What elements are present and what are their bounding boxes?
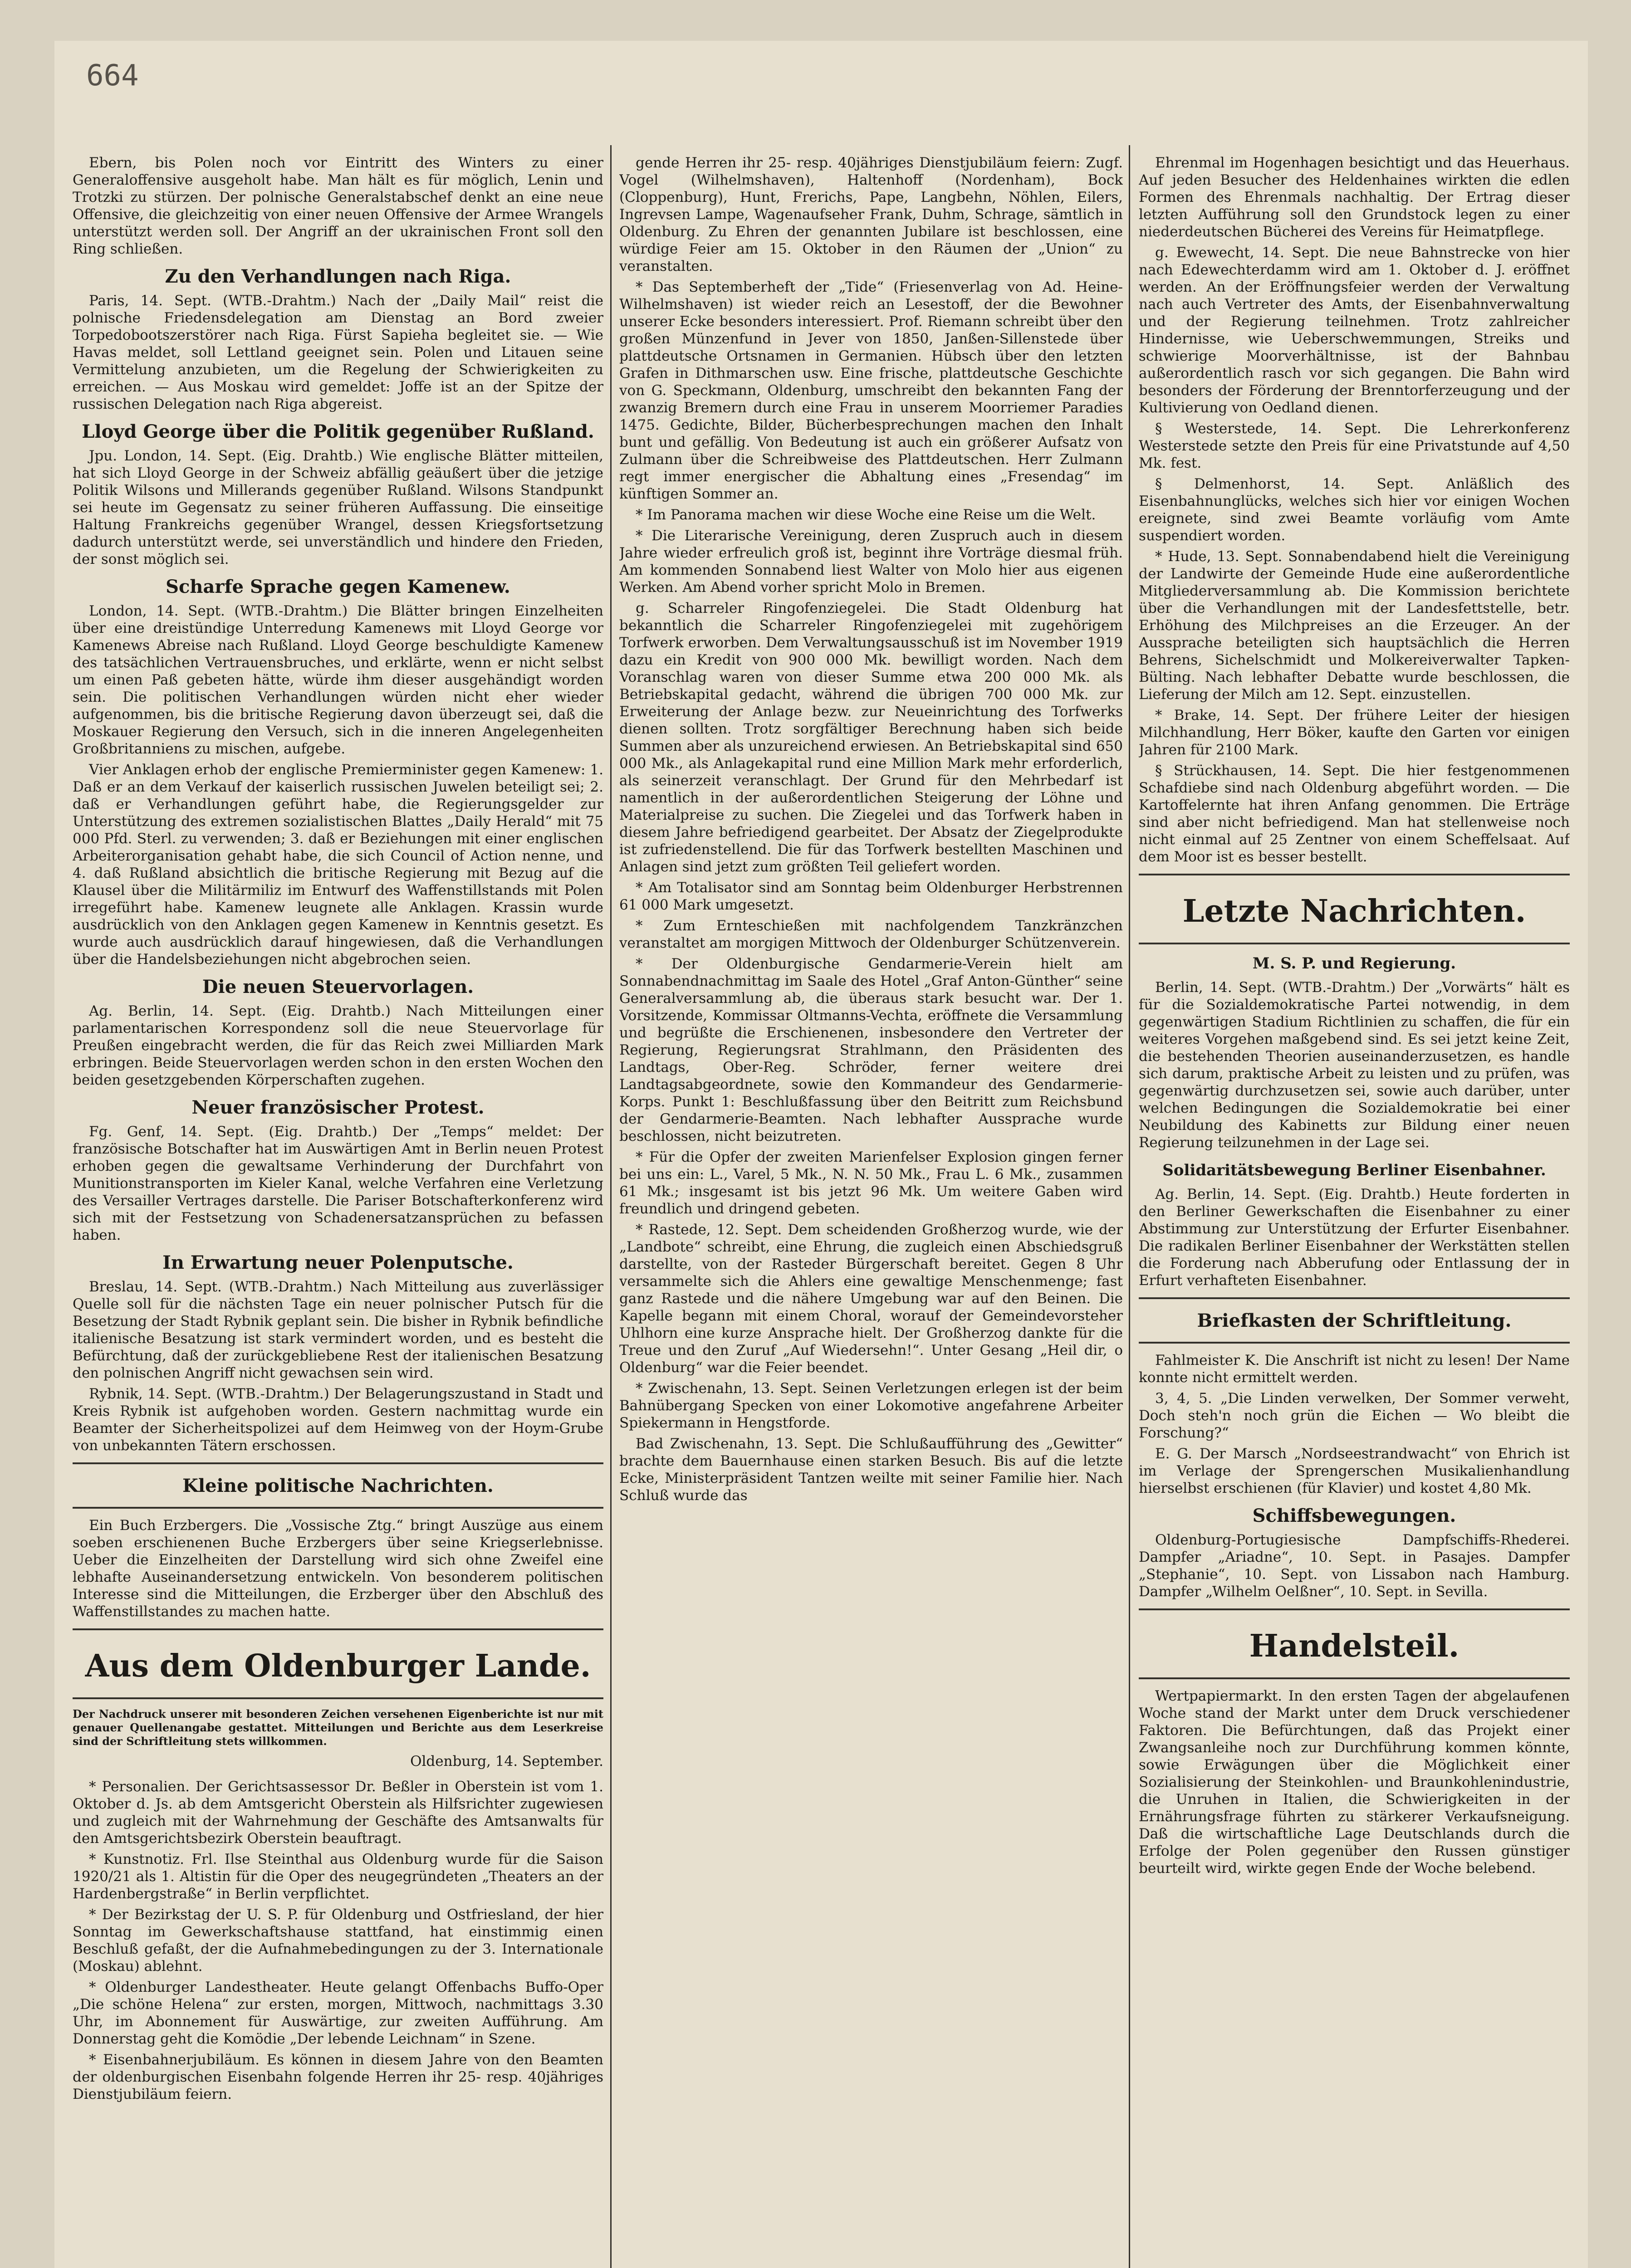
article-kamenew bbox=[73, 602, 603, 968]
paragraph: * Hude, 13. Sept. Sonnabendabend hielt die Vereinigung der Landwirte der Gemeinde Hude eine außerordentliche Mitgliederversammlung ab. Die Kommission berichtete über die Verhandlungen mit der Landesfettstelle, betr. Erhöhung des Milchpreises an die Erzeuger. An der Aussprache beteiligten sich hauptsächlich die Herren Behrens, Sichelschmidt und Molkereiverwalter Tapken-Bülting. Nach lebhafter Debatte wurde beschlossen, die Lieferung der Milch am 12. Sept. einzustellen. bbox=[1139, 548, 1570, 703]
paragraph: * Der Bezirkstag der U. S. P. für Oldenburg und Ostfriesland, der hier Sonntag im Gewerkschaftshause stattfand, hat einstimmig einen Beschluß gefaßt, der die Aufnahmebedingungen zu der 3. Internationale (Moskau) ablehnt. bbox=[73, 1906, 603, 1975]
paragraph: * Der Oldenburgische Gendarmerie-Verein hielt am Sonnabendnachmittag im Saale des Hotel „Graf Anton-Günther“ seine Generalversammlung ab, die überaus stark besucht war. Der 1. Vorsitzende, Kommissar Oltmanns-Vechta, eröffnete die Versammlung und begrüßte die Erschienenen, insbesondere den Vertreter der Regierung, Regierungsrat Strahlmann, den Präsidenten des Landtags, Ober-Reg. Schröder, ferner weitere drei Landtagsabgeordnete, sowie den Kommandeur des Gendarmerie-Korps. Punkt 1: Beschlußfassung über den Beitritt zum Reichsbund der Gendarmerie-Beamten. Nach lebhafter Aussprache wurde beschlossen, nicht beizutreten. bbox=[619, 956, 1123, 1144]
paragraph: Vier Anklagen erhob der englische Premierminister gegen Kamenew: 1. Daß er an dem Verkauf der kaiserlich russischen Juwelen beteiligt sei; 2. daß er Verhandlungen geführt habe, die Regierungsgelder zur Unterstützung des extremen sozialistischen Blattes „Daily Herald“ mit 75 000 Pfd. Sterl. zu verwenden; 3. daß er Beziehungen mit einer englischen Arbeiterorganisation gehabt habe, die sich Council of Action nenne, und 4. daß Rußland absichtlich die britische Regierung mit Bezug auf die Klausel über die Militärmiliz im Entwurf des Waffenstillstands mit Polen irregeführt habe. Kamenew leugnete alle Anklagen. Krassin wurde ausdrücklich von den Anklagen gegen Kamenew in Kenntnis gesetzt. Es wurde auch ausdrücklich darauf hingewiesen, daß die Verhandlungen über die Handelsbeziehungen nicht abgebrochen seien. bbox=[73, 762, 603, 968]
paragraph: London, 14. Sept. (WTB.-Drahtm.) Die Blätter bringen Einzelheiten über eine dreistündige Unterredung Kamenews mit Lloyd George vor Kamenews Abreise nach Rußland. Lloyd George beschuldigte Kamenew des tatsächlichen Vertrauensbruches, und erklärte, wenn er nicht selbst um einen Paß gebeten hätte, würde ihm dieser ausgehändigt worden sein. Die politischen Verhandlungen würden nicht eher wieder aufgenommen, bis die britische Regierung davon überzeugt sei, daß die Moskauer Regierung den Versuch, sich in die inneren Angelegenheiten Großbritanniens zu mischen, aufgebe. bbox=[73, 603, 603, 757]
headline-steuervorlagen: Die neuen Steuervorlagen. bbox=[202, 976, 474, 997]
paragraph: gende Herren ihr 25- resp. 40jähriges Dienstjubiläum feiern: Zugf. Vogel (Wilhelmshaven), Haltenhoff (Nordenham), Bock (Cloppenburg), Hunt, Frerichs, Pape, Langbehn, Nöhlen, Eilers, Ingrevsen Lampe, Wagenaufseher Frank, Duhm, Schrage, sämtlich in Oldenburg. Zu Ehren der genannten Jubilare ist beschlossen, eine würdige Feier am 15. Oktober in den Räumen der „Union“ zu veranstalten. bbox=[619, 155, 1123, 274]
headline-eisenbahner: Solidaritätsbewegung Berliner Eisenbahner. bbox=[1162, 1161, 1546, 1179]
local-news-continued bbox=[1139, 154, 1570, 865]
headline-protest: Neuer französischer Protest. bbox=[191, 1097, 485, 1118]
article-kleine-nachrichten bbox=[73, 1517, 603, 1620]
article-msp bbox=[1139, 979, 1570, 1151]
headline-polenputsche: In Erwartung neuer Polenputsche. bbox=[162, 1252, 514, 1273]
headline-msp: M. S. P. und Regierung. bbox=[1252, 954, 1456, 973]
headline-kamenew: Scharfe Sprache gegen Kamenew. bbox=[166, 576, 510, 597]
headline-briefkasten: Briefkasten der Schriftleitung. bbox=[1197, 1310, 1512, 1331]
paragraph: * Die Literarische Vereinigung, deren Zuspruch auch in diesem Jahre wieder erfreulich groß ist, beginnt ihre Vorträge diesmal früh. Am kommenden Sonnabend liest Walter von Molo hier aus eigenen Werken. Am Abend vorher spricht Molo in Bremen. bbox=[619, 528, 1123, 596]
paragraph: Oldenburg-Portugiesische Dampfschiffs-Rhederei. Dampfer „Ariadne“, 10. Sept. in Pasajes. Dampfer „Stephanie“, 10. Sept. von Lissabon nach Hamburg. Dampfer „Wilhelm Oelßner“, 10. Sept. in Sevilla. bbox=[1139, 1532, 1570, 1600]
paragraph: Ag. Berlin, 14. Sept. (Eig. Drahtb.) Nach Mitteilungen einer parlamentarischen Korrespondenz soll die neue Steuervorlage für Preußen eingebracht werden, die für das Reich zwei Milliarden Mark erbringen. Beide Steuervorlagen werden schon in den ersten Wochen den beiden gesetzgebenden Körperschaften zugehen. bbox=[73, 1003, 603, 1088]
paragraph: Ehrenmal im Hogenhagen besichtigt und das Heuerhaus. Auf jeden Besucher des Heldenhaines wirkten die edlen Formen des Ehrenmals nachhaltig. Der Ertrag dieser letzten Aufführung soll den Grundstock legen zu einer niederdeutschen Bücherei des Vereins für Heimatpflege. bbox=[1139, 155, 1570, 240]
paragraph: E. G. Der Marsch „Nordseestrandwacht“ von Ehrich ist im Verlage der Sprengerschen Musikalienhandlung hierselbst erschienen (für Klavier) und kostet 4,80 Mk. bbox=[1139, 1446, 1570, 1496]
page-number: 664 bbox=[86, 59, 139, 93]
paragraph: Ag. Berlin, 14. Sept. (Eig. Drahtb.) Heute forderten in den Berliner Gewerkschaften die Eisenbahner zu einer Abstimmung zur Unterstützung der Erfurter Eisenbahner. Die radikalen Berliner Eisenbahner der Werkstätten stellen die Forderung nach Abberufung oder Entlassung der in Erfurt verhafteten Eisenbahner. bbox=[1139, 1186, 1570, 1289]
paragraph: Ein Buch Erzbergers. Die „Vossische Ztg.“ bringt Auszüge aus einem soeben erschienenen Buche Erzbergers über seine Kriegserlebnisse. Ueber die Einzelheiten der Darstellung wird sich ohne Zweifel eine lebhafte Auseinandersetzung entwickeln. Von besonderem politischen Interesse sind die Mitteilungen, die Erzberger über den Abschluß des Waffenstillstandes zu machen hatte. bbox=[73, 1517, 603, 1620]
column-1 bbox=[73, 154, 603, 2268]
article-schiffsbewegungen bbox=[1139, 1531, 1570, 1600]
paragraph: Bad Zwischenahn, 13. Sept. Die Schlußaufführung des „Gewitter“ brachte dem Bauernhause einen starken Besuch. Bis auf die letzte Ecke, Ministerpräsident Tantzen weilte mit seiner Familie hier. Nach Schluß wurde das bbox=[619, 1436, 1123, 1504]
paragraph: § Westerstede, 14. Sept. Die Lehrerkonferenz Westerstede setzte den Preis für eine Privatstunde auf 4,50 Mk. fest. bbox=[1139, 420, 1570, 471]
column-2 bbox=[619, 154, 1123, 2268]
paragraph: * Für die Opfer der zweiten Marienfelser Explosion gingen ferner bei uns ein: L., Varel, 5 Mk., N. N. 50 Mk., Frau L. 6 Mk., zusammen 61 Mk.; insgesamt ist bis jetzt 96 Mk. Um weitere Gaben wird freundlich und dringend gebeten. bbox=[619, 1149, 1123, 1217]
section-title-handelsteil: Handelsteil. bbox=[1249, 1628, 1460, 1664]
lead-article bbox=[73, 154, 603, 258]
article-riga bbox=[73, 292, 603, 413]
paragraph: Berlin, 14. Sept. (WTB.-Drahtm.) Der „Vorwärts“ hält es für die Sozialdemokratische Partei notwendig, in dem gegenwärtigen Stadium Richtlinien zu schaffen, die für ein weiteres Vorgehen maßgebend sind. Es sei jetzt keine Zeit, die bestehenden Theorien auseinanderzusetzen, es handle sich darum, praktische Arbeit zu leisten und zu prüfen, was gegenwärtig durchzusetzen sei, sowie auch darüber, unter welchen Bedingungen die Sozialdemokratie bei einer Neubildung des Kabinetts zur Bildung einer neuen Regierung teilzunehmen in der Lage sei. bbox=[1139, 979, 1570, 1151]
dateline: Oldenburg, 14. September. bbox=[410, 1753, 603, 1769]
article-lloyd-george bbox=[73, 447, 603, 568]
paragraph: * Brake, 14. Sept. Der frühere Leiter der hiesigen Milchhandlung, Herr Böker, kaufte den Garten vor einigen Jahren für 2100 Mark. bbox=[1139, 707, 1570, 758]
column-rule bbox=[610, 145, 612, 2268]
paragraph: Rybnik, 14. Sept. (WTB.-Drahtm.) Der Belagerungszustand in Stadt und Kreis Rybnik ist aufgehoben worden. Gestern nachmittag wurde ein Beamter der Sicherheitspolizei auf dem Heimweg von der Hoym-Grube von unbekannten Tätern erschossen. bbox=[73, 1386, 603, 1454]
article-eisenbahner bbox=[1139, 1186, 1570, 1289]
paragraph: g. Scharreler Ringofenziegelei. Die Stadt Oldenburg hat bekanntlich die Scharreler Ringofenziegelei mit zugehörigem Torfwerk erworben. Dem Verwaltungsausschuß ist im November 1919 dazu ein Kredit von 900 000 Mk. bewilligt worden. Nach dem Voranschlag waren von dieser Summe etwa 200 000 Mk. als Betriebskapital gedacht, während die übrigen 700 000 Mk. zur Erweiterung der Anlage bezw. zur Neueinrichtung des Torfwerks dienen sollten. Trotz sorgfältiger Berechnung haben sich beide Summen aber als unzureichend erwiesen. An Betriebskapital sind 650 000 Mk., als Anlagekapital rund eine Million Mark mehr erforderlich, als seinerzeit veranschlagt. Der Grund für den Mehrbedarf ist namentlich in der außerordentlichen Steigerung der Löhne und Materialpreise zu suchen. Die Ziegelei und das Torfwerk haben in diesem Jahre befriedigend gearbeitet. Der Absatz der Ziegelprodukte ist zufriedenstellend. Die für das Torfwerk bestellten Maschinen und Anlagen sind jetzt zum größten Teil geliefert worden. bbox=[619, 600, 1123, 875]
column-3 bbox=[1139, 154, 1570, 2268]
paragraph: Jpu. London, 14. Sept. (Eig. Drahtb.) Wie englische Blätter mitteilen, hat sich Lloyd George in der Schweiz abfällig geäußert über die jetzige Politik Wilsons und Millerands gegenüber Rußland. Wilsons Standpunkt sei heute im Gegensatz zu seiner früheren Auffassung. Die einseitige Haltung Frankreichs gegenüber Wrangel, dessen Kriegsfortsetzung dadurch unterstützt werde, sei unverständlich und hindere den Frieden, der sonst möglich sei. bbox=[73, 448, 603, 567]
article-briefkasten bbox=[1139, 1352, 1570, 1497]
paragraph: Wertpapiermarkt. In den ersten Tagen der abgelaufenen Woche stand der Markt unter dem Druck verschiedener Faktoren. Die Befürchtungen, daß das Projekt einer Zwangsanleihe noch zur Durchführung kommen könnte, sowie Erwägungen über die Möglichkeit einer Sozialisierung der Steinkohlen- und Braunkohlenindustrie, die Unruhen in Italien, die Schwierigkeiten in der Ernährungsfrage führten zu stärkerer Verkaufsneigung. Daß die wirtschaftliche Lage Deutschlands durch die Erfolge der Polen gegenüber den Russen günstiger beurteilt wird, wirkte gegen Ende der Woche belebend. bbox=[1139, 1688, 1570, 1877]
column-rule bbox=[1129, 145, 1130, 2268]
paragraph: § Strückhausen, 14. Sept. Die hier festgenommenen Schafdiebe sind nach Oldenburg abgeführt worden. — Die Kartoffelernte hat ihren Anfang genommen. Die Erträge sind aber nicht befriedigend. Man hat stellenweise noch nicht einmal auf 25 Zentner von einem Scheffelsaat. Auf dem Moor ist es besser bestellt. bbox=[1139, 763, 1570, 865]
headline-lloyd-george: Lloyd George über die Politik gegenüber Rußland. bbox=[82, 421, 594, 442]
paragraph: Ebern, bis Polen noch vor Eintritt des Winters zu einer Generaloffensive ausgeholt habe. Man hält es für möglich, Lenin und Trotzki zu stürzen. Der polnische Generalstabschef denkt an eine neue Offensive, die gleichzeitig von einer neuen Offensive der Armee Wrangels unterstützt werden soll. Der Angriff an der ukrainischen Front soll den Ring schließen. bbox=[73, 155, 603, 257]
reprint-notice: Der Nachdruck unserer mit besonderen Zeichen versehenen Eigenberichte ist nur mit genauer Quellenangabe gestattet. Mitteilungen und Berichte aus dem Leserkreise sind der Schriftleitung stets willkommen. bbox=[73, 1707, 603, 1748]
section-title-oldenburger-lande: Aus dem Oldenburger Lande. bbox=[85, 1648, 591, 1684]
paragraph: § Delmenhorst, 14. Sept. Anläßlich des Eisenbahnunglücks, welches sich hier vor einigen Wochen ereignete, sind zwei Beamte vorläufig vom Amte suspendiert worden. bbox=[1139, 476, 1570, 544]
paragraph: Breslau, 14. Sept. (WTB.-Drahtm.) Nach Mitteilung aus zuverlässiger Quelle soll für die nächsten Tage ein neuer polnischer Putsch für die Besetzung der Stadt Rybnik geplant sein. Die bisher in Rybnik befindliche italienische Besatzung ist stark vermindert worden, und es besteht die Befürchtung, daß der zurückgebliebene Rest der italienischen Besatzung den polnischen Angriff nicht gewachsen sein wird. bbox=[73, 1279, 603, 1381]
paragraph: * Eisenbahnerjubiläum. Es können in diesem Jahre von den Beamten der oldenburgischen Eisenbahn folgende Herren ihr 25- resp. 40jähriges Dienstjubiläum feiern. bbox=[73, 2052, 603, 2102]
paragraph: * Zwischenahn, 13. Sept. Seinen Verletzungen erlegen ist der beim Bahnübergang Specken von einer Lokomotive angefahrene Arbeiter Spiekermann in Hengstforde. bbox=[619, 1380, 1123, 1431]
paragraph: * Oldenburger Landestheater. Heute gelangt Offenbachs Buffo-Oper „Die schöne Helena“ zur ersten, morgen, Mittwoch, nachmittags 3.30 Uhr, im Abonnement für Auswärtige, zur zweiten Aufführung. Am Donnerstag geht die Komödie „Der lebende Leichnam“ in Szene. bbox=[73, 1979, 603, 2047]
article-polenputsche bbox=[73, 1278, 603, 1454]
headline-riga: Zu den Verhandlungen nach Riga. bbox=[165, 266, 511, 287]
paragraph: * Am Totalisator sind am Sonntag beim Oldenburger Herbstrennen 61 000 Mark umgesetzt. bbox=[619, 880, 1123, 913]
article-protest bbox=[73, 1123, 603, 1244]
section-title-letzte-nachrichten: Letzte Nachrichten. bbox=[1182, 893, 1526, 929]
article-handelsteil bbox=[1139, 1687, 1570, 1877]
paragraph: * Personalien. Der Gerichtsassessor Dr. Beßler in Oberstein ist vom 1. Oktober d. Js. ab dem Amtsgericht Oberstein als Hilfsrichter zugewiesen und zugleich mit der Wahrnehmung der Geschäfte des Amtsanwalts für den Amtsgerichtsbezirk Oberstein beauftragt. bbox=[73, 1779, 603, 1847]
headline-kleine-nachrichten: Kleine politische Nachrichten. bbox=[182, 1475, 494, 1496]
paragraph: Fg. Genf, 14. Sept. (Eig. Drahtb.) Der „Temps“ meldet: Der französische Botschafter hat im Auswärtigen Amt in Berlin neuen Protest erhoben gegen die gewaltsame Verhinderung der Durchfahrt von Munitionstransporten im Kieler Kanal, welche Verfahren eine Verletzung des Versailler Vertrages darstelle. Die Pariser Botschafterkonferenz wird sich mit der Festsetzung von Schadenersatzansprüchen zu befassen haben. bbox=[73, 1124, 603, 1243]
headline-schiffsbewegungen: Schiffsbewegungen. bbox=[1252, 1505, 1456, 1526]
newspaper-page bbox=[54, 41, 1588, 2268]
paragraph: * Das Septemberheft der „Tide“ (Friesenverlag von Ad. Heine-Wilhelmshaven) ist wieder reich an Lesestoff, der die Bewohner unserer Ecke besonders interessiert. Prof. Riemann schreibt über den großen Münzenfund in Jever von 1850, Janßen-Sillenstede über plattdeutsche Ortsnamen in Germanien. Hübsch über den letzten Grafen in Dithmarschen usw. Eine frische, plattdeutsche Geschichte von G. Speckmann, Oldenburg, umschreibt den bekannten Fang der zwanzig Bremern durch eine Frau in unserem Moorriemer Paradies 1475. Gedichte, Bilder, Bücherbesprechungen machen den Inhalt bunt und gefällig. Von Bedeutung ist auch ein größerer Aufsatz von Zulmann über die Schreibweise des Plattdeutschen. Herr Zulmann regt immer energischer die Abhaltung eines „Fresendag“ im künftigen Sommer an. bbox=[619, 279, 1123, 502]
local-news bbox=[619, 154, 1123, 1504]
paragraph: Fahlmeister K. Die Anschrift ist nicht zu lesen! Der Name konnte nicht ermittelt werden. bbox=[1139, 1352, 1570, 1386]
paragraph: * Zum Ernteschießen mit nachfolgendem Tanzkränzchen veranstaltet am morgigen Mittwoch der Oldenburger Schützenverein. bbox=[619, 918, 1123, 951]
paragraph: * Rastede, 12. Sept. Dem scheidenden Großherzog wurde, wie der „Landbote“ schreibt, eine Ehrung, die zugleich einen Abschiedsgruß darstellte, von der Rasteder Bürgerschaft bereitet. Gegen 8 Uhr versammelte sich die Ahlers eine gewaltige Menschenmenge; fast ganz Rastede und die nähere Umgebung war auf den Beinen. Die Kapelle begann mit einem Choral, worauf der Gemeindevorsteher Uhlhorn eine kurze Ansprache hielt. Der Großherzog dankte für die Treue und den Zuruf „Auf Wiedersehn!“. Unter Gesang „Heil dir, o Oldenburg“ war die Feier beendet. bbox=[619, 1222, 1123, 1376]
paragraph: g. Ewewecht, 14. Sept. Die neue Bahnstrecke von hier nach Edewechterdamm wird am 1. Oktober d. J. eröffnet werden. An der Eröffnungsfeier werden der Verwaltung nach auch Vertreter des Amts, der Eisenbahnverwaltung und der Regierung teilnehmen. Trotz zahlreicher Hindernisse, wie Ueberschwemmungen, Streiks und schwierige Moorverhältnisse, ist der Bahnbau außerordentlich rasch vor sich gegangen. Die Bahn wird besonders der Förderung der Brenntorferzeugung und der Kultivierung von Oedland dienen. bbox=[1139, 244, 1570, 416]
article-oldenburger-lande bbox=[73, 1778, 603, 2103]
paragraph: Paris, 14. Sept. (WTB.-Drahtm.) Nach der „Daily Mail“ reist die polnische Friedensdelegation am Dienstag an Bord zweier Torpedobootszerstörer nach Riga. Fürst Sapieha begleitet sie. — Wie Havas meldet, soll Lettland geeignet sein. Polen und Litauen seine Vermittelung anzubieten, um die Regelung der Schwierigkeiten zu erreichen. — Aus Moskau wird gemeldet: Joffe ist an der Spitze der russischen Delegation nach Riga abgereist. bbox=[73, 293, 603, 412]
paragraph: * Kunstnotiz. Frl. Ilse Steinthal aus Oldenburg wurde für die Saison 1920/21 als 1. Altistin für die Oper des neugegründeten „Theaters an der Hardenbergstraße“ in Berlin verpflichtet. bbox=[73, 1851, 603, 1902]
paragraph: 3, 4, 5. „Die Linden verwelken, Der Sommer verweht, Doch steh'n noch grün die Eichen — Wo bleibt die Forschung?“ bbox=[1139, 1390, 1570, 1441]
paragraph: * Im Panorama machen wir diese Woche eine Reise um die Welt. bbox=[636, 507, 1096, 523]
article-steuervorlagen bbox=[73, 1002, 603, 1089]
